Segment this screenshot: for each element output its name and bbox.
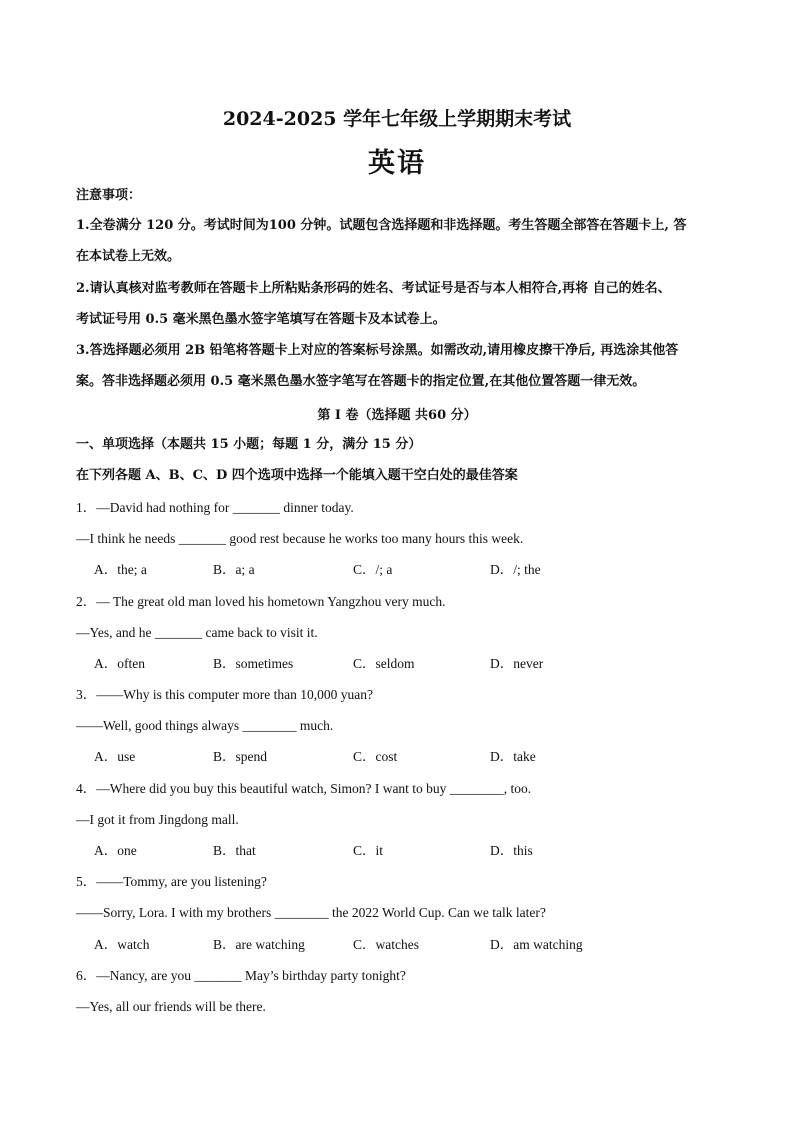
question-3-option-a: A．use [94, 749, 136, 764]
question-4-option-a: A．one [94, 843, 137, 858]
exam-title: 2024-2025 学年七年级上学期期末考试 [222, 108, 572, 130]
question-5-option-b: B．are watching [213, 937, 305, 952]
section-title: 第 I 卷（选择题 共60 分） [317, 408, 477, 423]
question-1-option-c: C．/; a [353, 562, 393, 577]
question-4-option-b: B．that [213, 843, 256, 858]
question-4-stem: 4．—Where did you buy this beautiful watch, Simon? I want to buy ________, too. [76, 781, 532, 796]
question-5-option-a: A．watch [94, 937, 150, 952]
question-4-option-d: D．this [490, 843, 533, 858]
note-line: 2.请认真核对监考教师在答题卡上所粘贴条形码的姓名、考试证号是否与本人相符合,再将 自己的姓名、 [76, 281, 671, 296]
question-2-option-b: B．sometimes [213, 656, 294, 671]
note-line: 案。答非选择题必须用 0.5 毫米黑色墨水签字笔写在答题卡的指定位置,在其他位置答题一律无效。 [76, 374, 646, 389]
part-instruction: 在下列各题 A、B、C、D 四个选项中选择一个能填入题干空白处的最佳答案 [76, 468, 518, 483]
question-4-option-c: C．it [353, 843, 384, 858]
question-2-option-d: D．never [490, 656, 544, 671]
question-3-reply: ——Well, good things always ________ much. [76, 718, 334, 733]
question-3-option-d: D．take [490, 749, 536, 764]
question-2-reply: —Yes, and he _______ came back to visit it. [76, 625, 318, 640]
note-line: 考试证号用 0.5 毫米黑色墨水签字笔填写在答题卡及本试卷上。 [76, 312, 446, 327]
question-3-option-c: C．cost [353, 749, 398, 764]
subject-title: 英语 [368, 148, 426, 179]
question-3-stem: 3．——Why is this computer more than 10,000 yuan? [76, 687, 373, 702]
question-5-option-c: C．watches [353, 937, 419, 952]
question-1-stem: 1．—David had nothing for _______ dinner today. [76, 500, 354, 515]
question-1-option-d: D．/; the [490, 562, 541, 577]
question-1-option-b: B．a; a [213, 562, 255, 577]
question-6-stem: 6．—Nancy, are you _______ May’s birthday party tonight? [76, 968, 406, 983]
question-4-reply: —I got it from Jingdong mall. [76, 812, 239, 827]
question-3-option-b: B．spend [213, 749, 267, 764]
note-line: 在本试卷上无效。 [76, 249, 181, 264]
question-2-option-a: A．often [94, 656, 145, 671]
note-line: 1.全卷满分 120 分。考试时间为100 分钟。试题包含选择题和非选择题。考生答题全部答在答题卡上, 答 [76, 218, 687, 233]
question-1-option-a: A．the; a [94, 562, 147, 577]
notes-heading: 注意事项： [76, 188, 142, 203]
question-6-reply: —Yes, all our friends will be there. [76, 999, 266, 1014]
question-5-option-d: D．am watching [490, 937, 583, 952]
question-1-reply: —I think he needs _______ good rest because he works too many hours this week. [76, 531, 524, 546]
question-5-stem: 5．——Tommy, are you listening? [76, 874, 267, 889]
note-line: 3.答选择题必须用 2B 铅笔将答题卡上对应的答案标号涂黑。如需改动,请用橡皮擦干净后, 再选涂其他答 [76, 343, 679, 358]
question-5-reply: ——Sorry, Lora. I with my brothers ________ the 2022 World Cup. Can we talk later? [76, 905, 546, 920]
question-2-option-c: C．seldom [353, 656, 415, 671]
part-heading: 一、单项选择（本题共 15 小题；每题 1 分，满分 15 分） [76, 437, 422, 452]
question-2-stem: 2．— The great old man loved his hometown Yangzhou very much. [76, 594, 446, 609]
